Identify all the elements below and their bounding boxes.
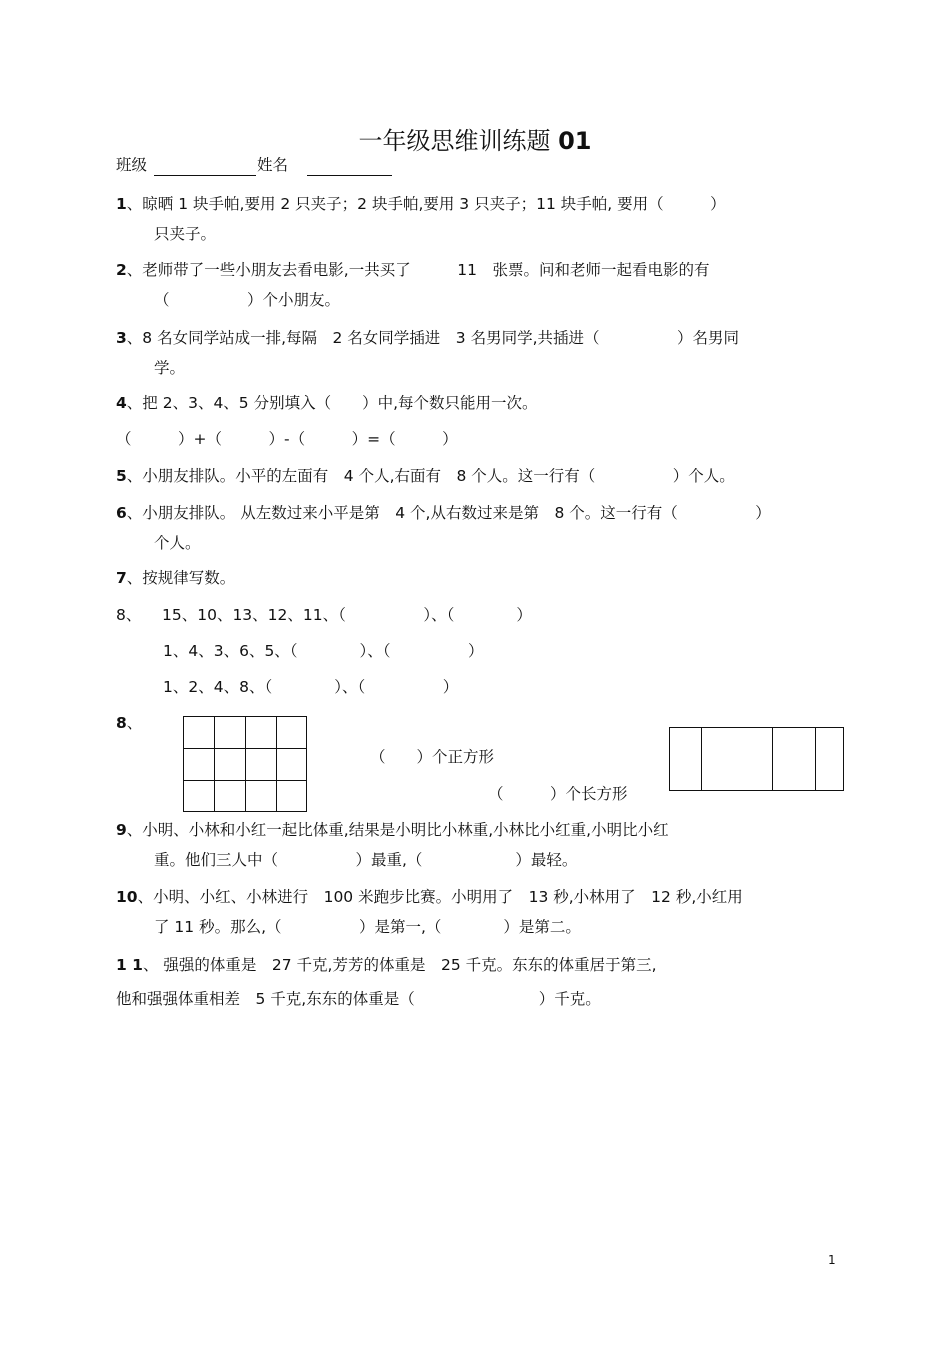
question-5: 5、小朋友排队。小平的左面有 4 个人,右面有 8 个人。这一行有（ ）个人。 [116, 467, 735, 485]
question-7: 7、按规律写数。 [116, 569, 236, 587]
question-2: 2、老师带了一些小朋友去看电影,一共买了 11 张票。问和老师一起看电影的有 [116, 261, 710, 279]
question-6-cont: 个人。 [154, 534, 201, 552]
question-1-cont: 只夹子。 [154, 225, 217, 243]
sequence-1: 15、10、13、12、11、（ ）、（ ） [162, 606, 532, 624]
name-label: 姓名 [257, 156, 289, 174]
question-3-cont: 学。 [154, 359, 186, 377]
class-label: 班级 [116, 156, 148, 174]
question-8b-label: 8、 [116, 714, 143, 732]
question-4-equation: （ ）+（ ）-（ ）=（ ） [116, 430, 458, 448]
question-6: 6、小朋友排队。 从左数过来小平是第 4 个,从右数过来是第 8 个。这一行有（ ） [116, 504, 771, 522]
rectangle-figure [669, 727, 844, 791]
question-8-label: 8、 [116, 606, 142, 624]
sequence-3: 1、2、4、8、（ ）、（ ） [163, 678, 459, 696]
question-11: 1 1、 强强的体重是 27 千克,芳芳的体重是 25 千克。东东的体重居于第三, [116, 956, 657, 974]
question-11-cont: 他和强强体重相差 5 千克,东东的体重是（ ）千克。 [116, 990, 601, 1008]
square-grid-figure [183, 716, 307, 812]
question-10: 10、小明、小红、小林进行 100 米跑步比赛。小明用了 13 秒,小林用了 12 秒,小红用 [116, 888, 743, 906]
page-number: 1 [828, 1253, 836, 1267]
question-4: 4、把 2、3、4、5 分别填入（ ）中,每个数只能用一次。 [116, 394, 538, 412]
question-2-cont: （ ）个小朋友。 [154, 291, 341, 309]
question-9: 9、小明、小林和小红一起比体重,结果是小明比小林重,小林比小红重,小明比小红 [116, 821, 669, 839]
question-9-cont: 重。他们三人中（ ）最重,（ ）最轻。 [154, 851, 578, 869]
class-blank[interactable] [154, 175, 256, 176]
page-title: 一年级思维训练题 01 [358, 127, 592, 155]
squares-question: （ ）个正方形 [370, 748, 495, 766]
name-blank[interactable] [307, 175, 392, 176]
question-3: 3、8 名女同学站成一排,每隔 2 名女同学插进 3 名男同学,共插进（ ）名男同 [116, 329, 740, 347]
question-10-cont: 了 11 秒。那么,（ ）是第一,（ ）是第二。 [154, 918, 581, 936]
sequence-2: 1、4、3、6、5、（ ）、（ ） [163, 642, 484, 660]
question-1: 1、晾晒 1 块手帕,要用 2 只夹子；2 块手帕,要用 3 只夹子；11 块手帕, 要用（ ） [116, 195, 726, 213]
rectangles-question: （ ）个长方形 [488, 785, 628, 803]
